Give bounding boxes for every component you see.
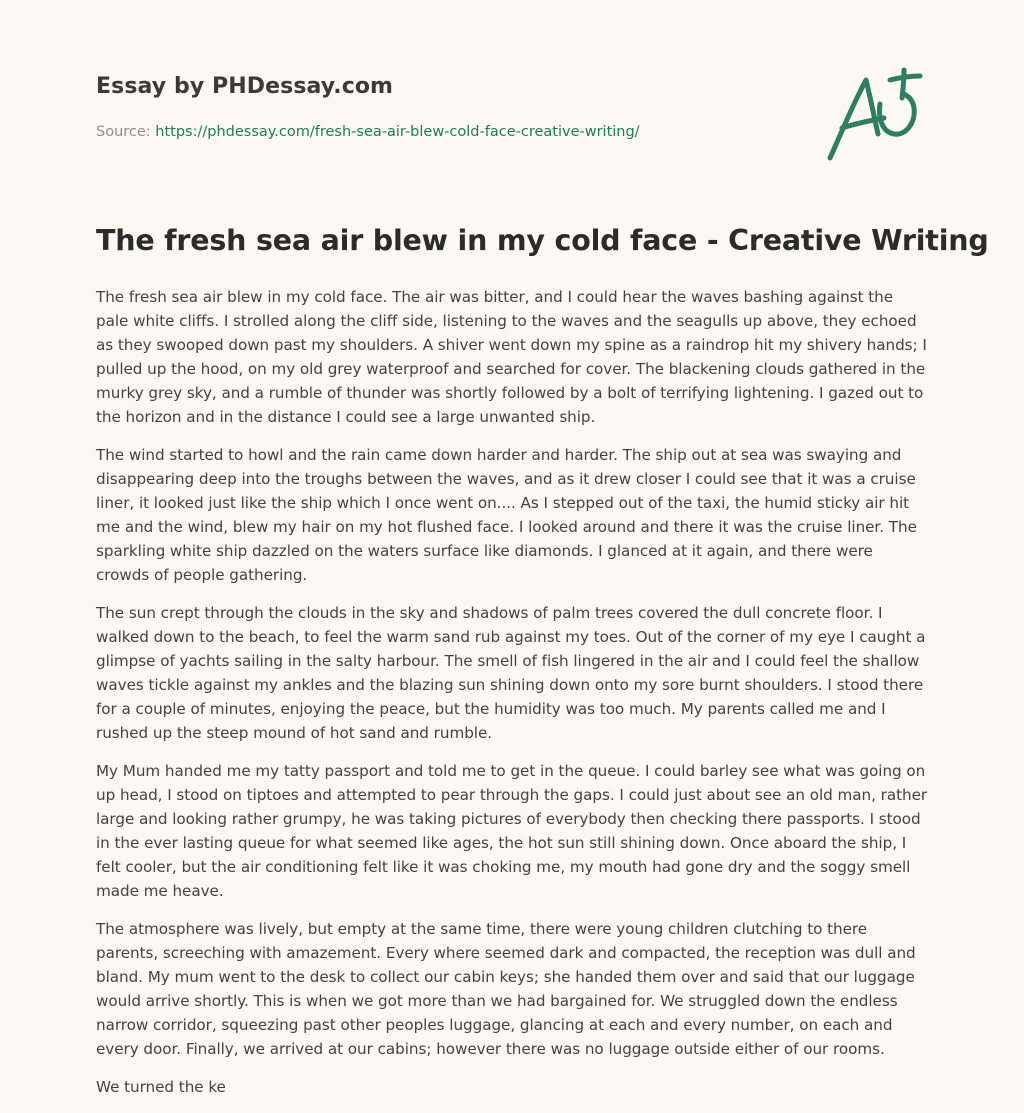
source-label: Source: <box>96 124 156 140</box>
essay-title: The fresh sea air blew in my cold face - Creative Writing <box>96 224 989 257</box>
source-link[interactable]: https://phdessay.com/fresh-sea-air-blew-cold-face-creative-writing/ <box>155 124 640 140</box>
brand-title: Essay by PHDessay.com <box>96 74 394 99</box>
essay-paragraph-truncated: We turned the ke <box>96 1078 226 1096</box>
source-line <box>96 124 640 140</box>
essay-paragraph: My Mum handed me my tatty passport and told me to get in the queue. I could barley see what was going on up head, I stood on tiptoes and attempted to pear through the gaps. I could just about see an old man, rather large and looking rather grumpy, he was taking pictures of everybody then checking there passports. I stood in the ever lasting queue for what seemed like ages, the hot sun still shining down. Once aboard the ship, I felt cooler, but the air conditioning felt like it was choking me, my mouth had gone dry and the soggy smell made me heave. <box>96 762 928 900</box>
essay-paragraph: The sun crept through the clouds in the sky and shadows of palm trees covered the dull concrete floor. I walked down to the beach, to feel the warm sand rub against my toes. Out of the corner of my eye I caught a glimpse of yachts sailing in the salty harbour. The smell of fish lingered in the air and I could feel the shallow waves tickle against my ankles and the blazing sun shining down onto my sore burnt shoulders. I stood there for a couple of minutes, enjoying the peace, but the humidity was too much. My parents called me and I rushed up the steep mound of hot sand and rumble. <box>96 604 926 742</box>
a-plus-logo-icon <box>820 66 930 166</box>
essay-paragraph: The wind started to howl and the rain came down harder and harder. The ship out at sea was swaying and disappearing deep into the troughs between the waves, and as it drew closer I could see that it was a cruise liner, it looked just like the ship which I once went on.... As I stepped out of the taxi, the humid sticky air hit me and the wind, blew my hair on my hot flushed face. I looked around and there it was the cruise liner. The sparkling white ship dazzled on the waters surface like diamonds. I glanced at it again, and there were crowds of people gathering. <box>96 446 917 584</box>
essay-body <box>96 285 928 1113</box>
essay-paragraph: The atmosphere was lively, but empty at the same time, there were young children clutching to there parents, screeching with amazement. Every where seemed dark and compacted, the reception was dull and bland. My mum went to the desk to collect our cabin keys; she handed them over and said that our luggage would arrive shortly. This is when we got more than we had bargained for. We struggled down the endless narrow corridor, squeezing past other peoples luggage, glancing at each and every number, on each and every door. Finally, we arrived at our cabins; however there was no luggage outside either of our rooms. <box>96 920 916 1058</box>
essay-paragraph: The fresh sea air blew in my cold face. The air was bitter, and I could hear the waves bashing against the pale white cliffs. I strolled along the cliff side, listening to the waves and the seagulls up above, they echoed as they swooped down past my shoulders. A shiver went down my spine as a raindrop hit my shivery hands; I pulled up the hood, on my old grey waterproof and searched for cover. The blackening clouds gathered in the murky grey sky, and a rumble of thunder was shortly followed by a bolt of terrifying lightening. I gazed out to the horizon and in the distance I could see a large unwanted ship. <box>96 288 927 426</box>
